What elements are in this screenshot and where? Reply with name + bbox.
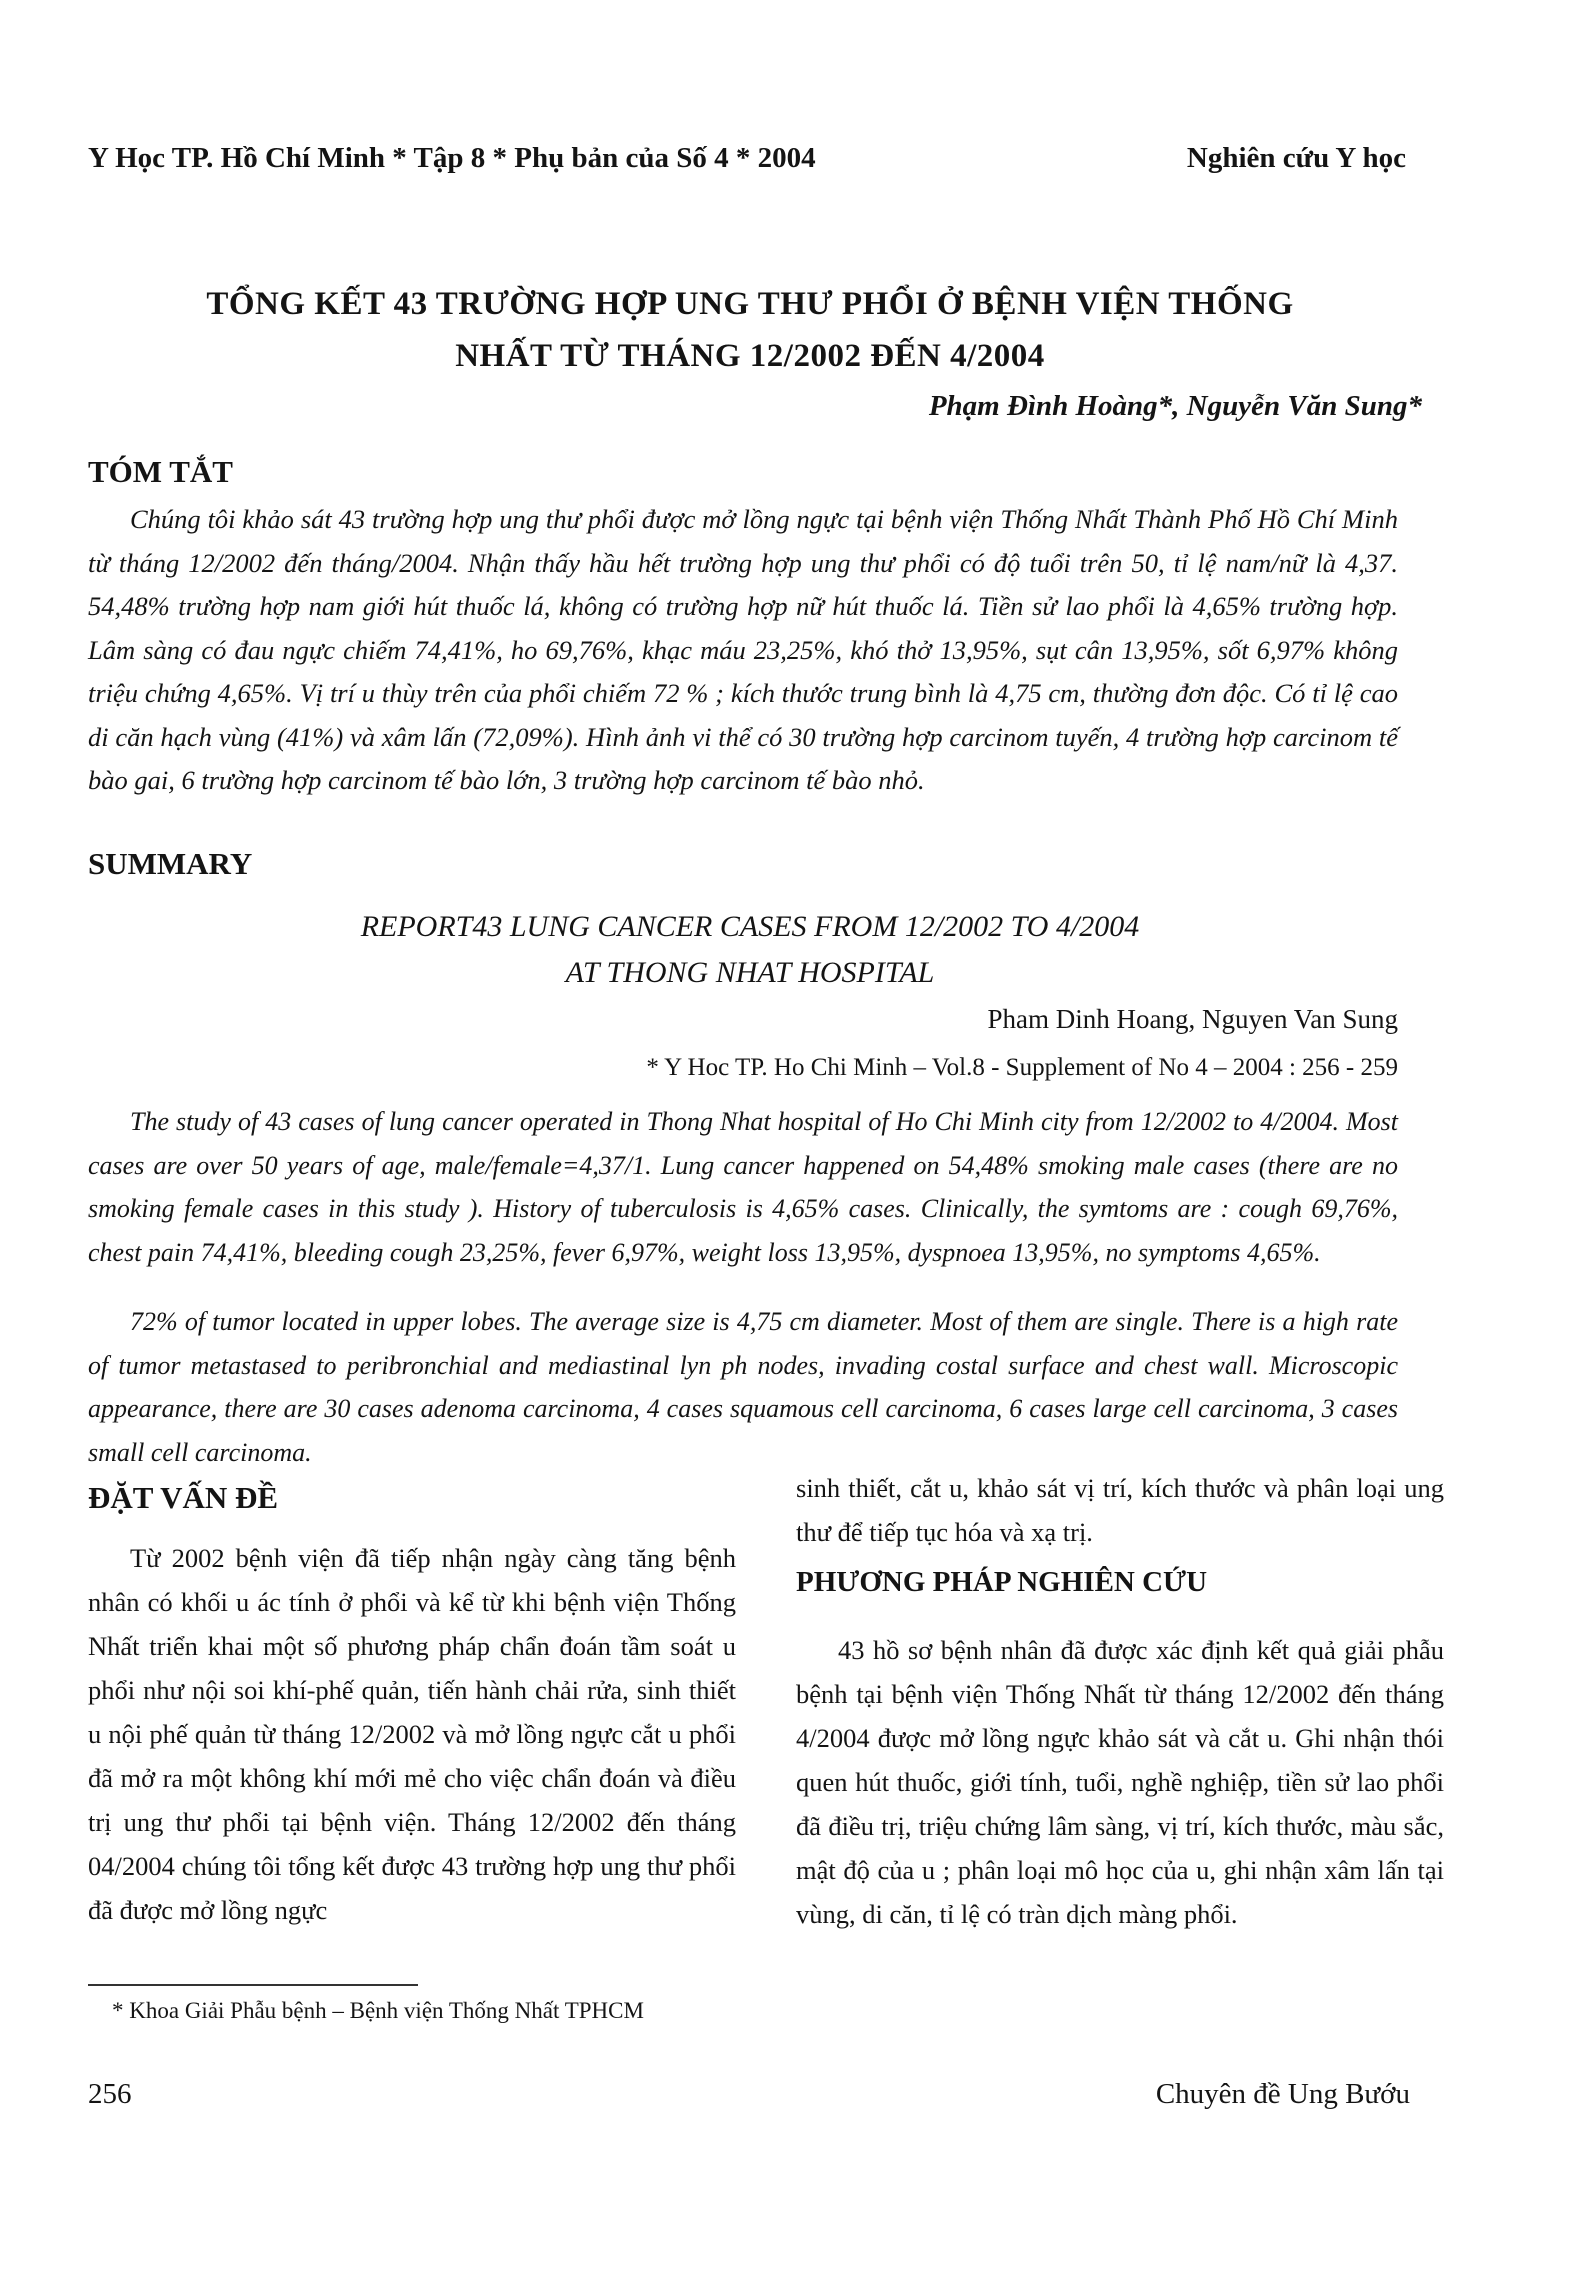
- summary-heading: SUMMARY: [88, 846, 253, 881]
- authors-vietnamese: Phạm Đình Hoàng*, Nguyễn Văn Sung*: [928, 390, 1422, 422]
- intro-continuation: sinh thiết, cắt u, khảo sát vị trí, kích thước và phân loại ung thư để tiếp tục hóa và xạ trị.: [796, 1473, 1444, 1547]
- methods-text: 43 hồ sơ bệnh nhân đã được xác định kết quả giải phẫu bệnh tại bệnh viện Thống Nhất từ tháng 12/2002 đến tháng 4/2004 được mở lồng ngực khảo sát và cắt u. Ghi nhận thói quen hút thuốc, giới tính, tuổi, nghề nghiệp, tiền sử lao phổi đã điều trị, triệu chứng lâm sàng, vị trí, kích thước, màu sắc, mật độ của u ; phân loại mô học của u, ghi nhận xâm lấn tại vùng, di căn, tỉ lệ có tràn dịch màng phổi.: [796, 1635, 1444, 1929]
- abstract-heading: TÓM TẮT: [88, 454, 233, 489]
- intro-text: Từ 2002 bệnh viện đã tiếp nhận ngày càng tăng bệnh nhân có khối u ác tính ở phổi và kể từ khi bệnh viện Thống Nhất triển khai một số phương pháp chẩn đoán tầm soát u phổi như nội soi khí-phế quản, tiến hành chải rửa, sinh thiết u nội phế quản từ tháng 12/2002 và mở lồng ngực cắt u phổi đã mở ra một không khí mới mẻ cho việc chẩn đoán và điều trị ung thư phổi tại bệnh viện. Tháng 12/2002 đến tháng 04/2004 chúng tôi tổng kết được 43 trường hợp ung thư phổi đã được mở lồng ngực: [88, 1543, 736, 1925]
- authors-english: Pham Dinh Hoang, Nguyen Van Sung: [987, 1004, 1398, 1034]
- intro-heading: ĐẶT VẤN ĐỀ: [88, 1480, 279, 1515]
- article-title-line1: TỔNG KẾT 43 TRƯỜNG HỢP UNG THƯ PHỔI Ở BỆNH VIỆN THỐNG: [206, 286, 1294, 322]
- footnote-affiliation: * Khoa Giải Phẫu bệnh – Bệnh viện Thống Nhất TPHCM: [112, 1998, 644, 2023]
- footer-topic: Chuyên đề Ung Bướu: [1155, 2078, 1410, 2110]
- summary-paragraph-1: The study of 43 cases of lung cancer operated in Thong Nhat hospital of Ho Chi Minh city from 12/2002 to 4/2004. Most cases are over 50 years of age, male/female=4,37/1. Lung cancer happened on 54,48% smoking male cases (there are no smoking female cases in this study ). History of tuberculosis is 4,65% cases. Clinically, the symtoms are : cough 69,76%, chest pain 74,41%, bleeding cough 23,25%, fever 6,97%, weight loss 13,95%, dyspnoea 13,95%, no symptoms 4,65%.: [88, 1107, 1398, 1267]
- english-title-line2: AT THONG NHAT HOSPITAL: [565, 956, 935, 989]
- footnote-divider: [88, 1984, 418, 1986]
- abstract-vietnamese: Chúng tôi khảo sát 43 trường hợp ung thư phổi được mở lồng ngực tại bệnh viện Thống Nhất Thành Phố Hồ Chí Minh từ tháng 12/2002 đến tháng/2004. Nhận thấy hầu hết trường hợp ung thư phổi có độ tuổi trên 50, tỉ lệ nam/nữ là 4,37. 54,48% trường hợp nam giới hút thuốc lá, không có trường hợp nữ hút thuốc lá. Tiền sử lao phổi là 4,65% trường hợp. Lâm sàng có đau ngực chiếm 74,41%, ho 69,76%, khạc máu 23,25%, khó thở 13,95%, sụt cân 13,95%, sốt 6,97% không triệu chứng 4,65%. Vị trí u thùy trên của phổi chiếm 72 % ; kích thước trung bình là 4,75 cm, thường đơn độc. Có tỉ lệ cao di căn hạch vùng (41%) và xâm lấn (72,09%). Hình ảnh vi thể có 30 trường hợp carcinom tuyến, 4 trường hợp carcinom tế bào gai, 6 trường hợp carcinom tế bào lớn, 3 trường hợp carcinom tế bào nhỏ.: [88, 504, 1398, 795]
- article-title: [100, 278, 1400, 382]
- citation: * Y Hoc TP. Ho Chi Minh – Vol.8 - Supplement of No 4 – 2004 : 256 - 259: [646, 1054, 1398, 1081]
- english-title: [200, 904, 1300, 996]
- article-title-line2: NHẤT TỪ THÁNG 12/2002 ĐẾN 4/2004: [455, 338, 1045, 374]
- methods-heading: PHƯƠNG PHÁP NGHIÊN CỨU: [796, 1566, 1208, 1598]
- summary-paragraph-2: 72% of tumor located in upper lobes. The average size is 4,75 cm diameter. Most of them are single. There is a high rate of tumor metastased to peribronchial and mediastinal lyn ph nodes, invading costal surface and chest wall. Microscopic appearance, there are 30 cases adenoma carcinoma, 4 cases squamous cell carcinoma, 6 cases large cell carcinoma, 3 cases small cell carcinoma.: [88, 1307, 1398, 1467]
- running-header-journal: Y Học TP. Hồ Chí Minh * Tập 8 * Phụ bản của Số 4 * 2004: [88, 142, 816, 174]
- page-number: 256: [88, 2078, 132, 2110]
- english-title-line1: REPORT43 LUNG CANCER CASES FROM 12/2002 TO 4/2004: [360, 910, 1140, 943]
- running-header-section: Nghiên cứu Y học: [1186, 142, 1406, 174]
